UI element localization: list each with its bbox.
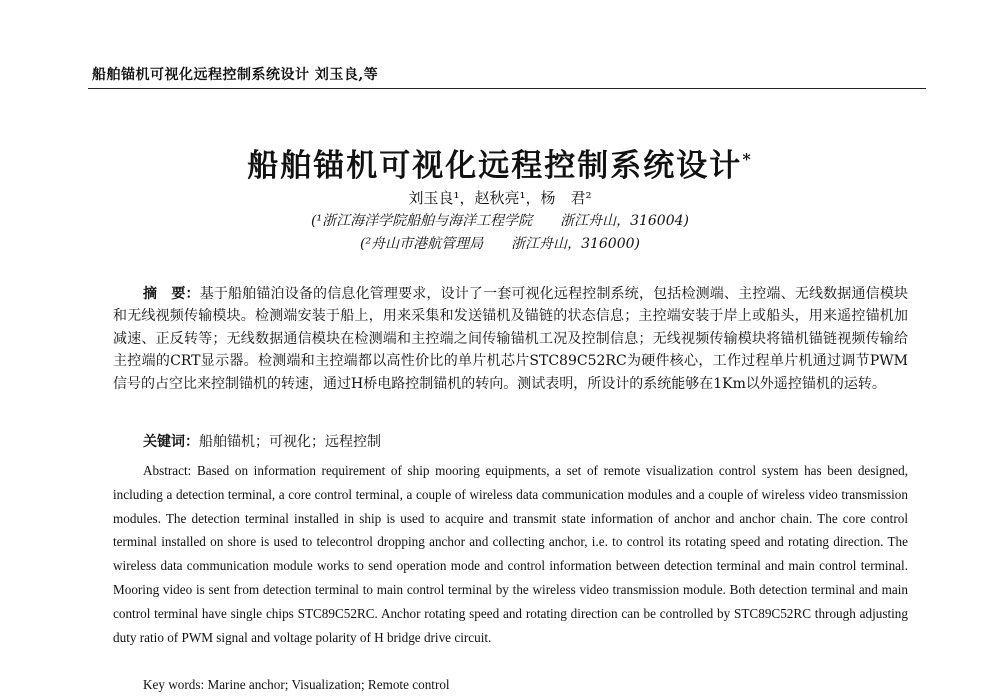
chinese-keywords-text: 船舶锚机；可视化；远程控制 [199, 434, 381, 450]
title-footnote-mark: * [742, 149, 753, 169]
english-abstract-label: Abstract: [143, 463, 192, 478]
author-list: 刘玉良¹，赵秋亮¹，杨 君² [408, 189, 592, 207]
running-head: 船舶锚机可视化远程控制系统设计 刘玉良,等 [92, 67, 379, 83]
english-abstract [113, 459, 908, 649]
english-keywords [143, 677, 450, 693]
chinese-abstract-label: 摘 要： [143, 286, 200, 302]
affiliation-1: (¹浙江海洋学院船舶与海洋工程学院 浙江舟山，316004) [311, 213, 689, 229]
english-abstract-text: Based on information requirement of ship mooring equipments, a set of remote visualization control system has been designed, including a detection terminal, a core control terminal, a couple of wireless data communication modules and a couple of wireless video transmission modules. The detection terminal installed in ship is used to acquire and transmit state information of anchor and anchor chain. The core control terminal installed on shore is used to telecontrol dropping anchor and collecting anchor, i.e. to control its rotating speed and rotating direction. The wireless data communication module works to send operation mode and control information between detection terminal and main control terminal. Mooring video is sent from detection terminal to main control terminal by the wireless video transmission module. Both detection terminal and main control terminal have single chips STC89C52RC. Anchor rotating speed and rotating direction can be controlled by STC89C52RC through adjusting duty ratio of PWM signal and voltage polarity of H bridge drive circuit. [113, 463, 909, 645]
english-keywords-label: Key words: [143, 677, 205, 692]
paper-title [0, 140, 1000, 185]
header-rule [88, 88, 926, 89]
chinese-abstract-text: 基于船舶锚泊设备的信息化管理要求，设计了一套可视化远程控制系统，包括检测端、主控端、无线数据通信模块和无线视频传输模块。检测端安装于船上，用来采集和发送锚机及锚链的状态信息；主控端安装于岸上或船头，用来遥控锚机加减速、正反转等；无线数据通信模块在检测端和主控端之间传输锚机工况及控制信息；无线视频传输模块将锚机锚链视频传输给主控端的CRT显示器。检测端和主控端都以高性价比的单片机芯片STC89C52RC为硬件核心，工作过程单片机通过调节PWM信号的占空比来控制锚机的转速，通过H桥电路控制锚机的转向。测试表明，所设计的系统能够在1Km以外遥控锚机的运转。 [113, 286, 909, 392]
chinese-keywords-label: 关键词： [143, 434, 199, 450]
paper-title-text: 船舶锚机可视化远程控制系统设计 [247, 148, 743, 184]
chinese-keywords [143, 431, 381, 451]
chinese-abstract [113, 283, 908, 395]
english-keywords-text: Marine anchor; Visualization; Remote control [207, 677, 450, 692]
affiliation-2: (²舟山市港航管理局 浙江舟山，316000) [360, 236, 640, 252]
